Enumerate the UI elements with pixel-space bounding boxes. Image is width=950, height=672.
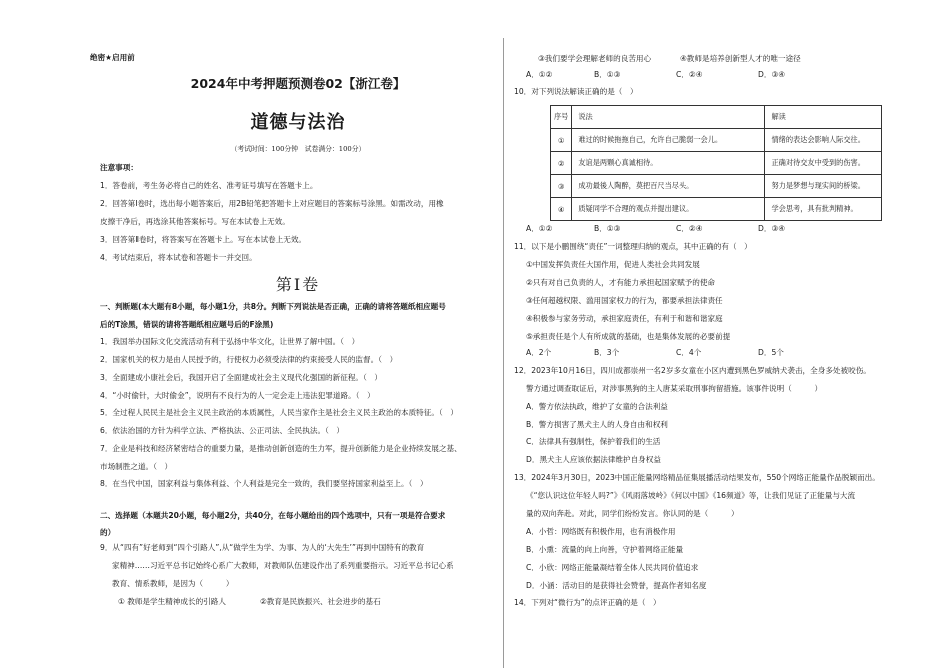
choice-b: B．3个 [594,348,620,357]
table-cell: 成功最後人陶醉，莫把百尺当尽头。 [572,175,765,198]
question-12: 警方通过调查取证后，对涉事黑狗的主人唐某采取刑事拘留措施。该事件说明（ ） [526,384,823,393]
question-9-option: ① 教师是学生精神成长的引路人 [118,597,226,606]
exam-time-info: （考试时间：100分钟 试卷满分：100分） [230,145,366,153]
question-13: 13．2024年3月30日，2023中国正能量网络精品征集展播活动结果发布，550个网络正能量作品脱颖而出。 [514,473,880,482]
question-12-option: C．法律具有强制性，保护着我们的生活 [526,437,661,446]
note-line: 4．考试结束后，将本试卷和答题卡一并交回。 [100,253,257,262]
confidential-label: 绝密★启用前 [90,53,135,62]
question-12-option: B．警方损害了黑犬主人的人身自由和权利 [526,420,668,429]
note-line: 2．回答第Ⅰ卷时，选出每小题答案后，用2B铅笔把答题卡上对应题目的答案标号涂黑。如需改动，用橡 [100,199,444,208]
notes-heading: 注意事项： [100,163,138,172]
table-cell: ③ [551,175,572,198]
choice-a: A．①② [526,70,553,79]
question-13: 《“您认识这位年轻人吗?”》《风雨落坡岭》《何以中国》《16频道》等，让我们见证了正能量与大流 [526,491,856,500]
question-13: 量的双向奔赴。对此，同学们纷纷发言。你认同的是（ ） [526,509,739,518]
question-12: 12．2023年10月16日，四川成都崇州一名2岁多女童在小区内遭到黑色罗威纳犬袭击，全身多处被咬伤。 [514,366,871,375]
table-header: 说法 [572,106,765,129]
choice-d: D．③④ [758,224,786,233]
question-11-item: ④积极参与家务劳动，承担家庭责任，有利于和谐和谐家庭 [526,314,723,323]
note-line: 1．答卷前，考生务必将自己的姓名、准考证号填写在答题卡上。 [100,181,318,190]
part1-heading: 一、判断题(本大题有8小题，每小题1分，共8分。判断下列说法是否正确，正确的请将答题纸相应题号 [100,302,446,311]
table-cell: 友谊是两颗心真诚相待。 [572,152,765,175]
subject-title: 道德与法治 [250,112,346,133]
question-2: 2．国家机关的权力是由人民授予的，行使权力必须受法律的约束接受人民的监督。（ ） [100,355,398,364]
part1-heading: 后的T涂黑，错误的请将答题纸相应题号后的F涂黑) [100,320,274,329]
question-10: 10．对下列说法解读正确的是（ ） [514,87,638,96]
question-10-table [550,105,882,221]
volume-title: 第Ⅰ卷 [275,275,321,294]
table-cell: 质疑同学不合理的观点并提出建议。 [572,198,765,221]
table-row [551,175,882,198]
question-9-option: ②教育是民族振兴、社会进步的基石 [260,597,381,606]
question-11-item: ①中国发挥负责任大国作用，促进人类社会共同发展 [526,260,700,269]
table-header-row [551,106,882,129]
question-7: 7．企业是科技和经济紧密结合的重要力量，是推动创新创造的生力军，提升创新能力是企业持续发展之基、 [100,444,462,453]
note-line: 皮擦干净后，再选涂其他答案标号。写在本试卷上无效。 [100,217,290,226]
table-cell: ④ [551,198,572,221]
part2-heading: 的） [100,528,116,537]
question-11-item: ③任何超越权限、滥用国家权力的行为，都要承担法律责任 [526,296,723,305]
question-1: 1．我国举办国际文化交流活动有利于弘扬中华文化，让世界了解中国。（ ） [100,337,360,346]
question-14: 14．下列对“微行为”的点评正确的是（ ） [514,598,661,607]
table-cell: 学会思考，具有批判精神。 [765,198,882,221]
choice-d: D．③④ [758,70,786,79]
table-cell: 难过的时候拖拖自己，允许自己脆弱一会儿。 [572,129,765,152]
table-cell: 正确对待交友中受到的伤害。 [765,152,882,175]
table-cell: ② [551,152,572,175]
question-13-option: B．小熏：流量的向上向善，守护着网络正能量 [526,545,684,554]
question-11-item: ②只有对自己负责的人，才有能力承担起国家赋予的使命 [526,278,716,287]
question-7-cont: 市场制胜之道。（ ） [100,462,173,471]
question-12-option: D．黑犬主人应该依据法律维护自身权益 [526,455,661,464]
part2-heading: 二、选择题（本题共20小题，每小题2分，共40分，在每小题给出的四个选项中，只有一项是符合要求 [100,511,446,520]
column-divider [503,38,504,668]
choice-a: A．①② [526,224,553,233]
question-11: 11．以下是小鹏围绕“责任”一词整理归纳的观点，其中正确的有（ ） [514,242,752,251]
choice-d: D．5个 [758,348,784,357]
question-9: 9．从“四有”好老师到“四个引路人”,从“做学生为学、为事、为人的‘大先生’”再到中国特有的教育 [100,543,425,552]
question-13-option: A．小哲：网络既有积极作用，也有消极作用 [526,527,676,536]
question-12-option: A．警方依法执政，维护了女童的合法利益 [526,402,668,411]
table-row [551,129,882,152]
exam-title: 2024年中考押题预测卷02【浙江卷】 [190,76,406,91]
question-6: 6．依法治国的方针为科学立法、严格执法、公正司法、全民执法。（ ） [100,426,345,435]
question-9: 家精神……习近平总书记始终心系广大教师，对教师队伍建设作出了系列重要指示。习近平总书记心系 [112,561,454,570]
question-9: 教育、情系教师，是因为（ ） [112,579,234,588]
choice-b: B．①③ [594,224,621,233]
table-cell: ① [551,129,572,152]
question-11-item: ⑤承担责任是个人有所成就的基础，也是集体发展的必要前提 [526,332,731,341]
table-cell: 努力是梦想与现实间的桥梁。 [765,175,882,198]
table-row [551,198,882,221]
table-cell: 情绪的表达会影响人际交往。 [765,129,882,152]
question-9-option: ③我们要学会理解老师的良苦用心 [538,54,652,63]
choice-c: C．②④ [676,224,703,233]
question-5: 5．全过程人民民主是社会主义民主政治的本质属性，人民当家作主是社会主义民主政治的本质特征。（ ） [100,408,458,417]
choice-c: C．4个 [676,348,702,357]
question-8: 8．在当代中国，国家利益与集体利益、个人利益是完全一致的，我们要坚持国家利益至上。（ ） [100,479,428,488]
question-13-option: C．小欣：网络正能量凝结着全体人民共同价值追求 [526,563,699,572]
note-line: 3．回答第Ⅱ卷时，将答案写在答题卡上。写在本试卷上无效。 [100,235,307,244]
question-13-option: D．小涵：活动目的是获得社会赞誉，提高作者知名度 [526,581,707,590]
choice-b: B．①③ [594,70,621,79]
choice-a: A．2个 [526,348,552,357]
choice-c: C．②④ [676,70,703,79]
question-3: 3．全面建成小康社会后，我国开启了全面建成社会主义现代化强国的新征程。（ ） [100,373,382,382]
table-header: 解读 [765,106,882,129]
question-9-option: ④教师是培养创新型人才的唯一途径 [680,54,801,63]
table-header: 序号 [551,106,572,129]
table-row [551,152,882,175]
question-4: 4．“小时偷针，大时偷金”，说明有不良行为的人一定会走上违法犯罪道路。（ ） [100,391,375,400]
